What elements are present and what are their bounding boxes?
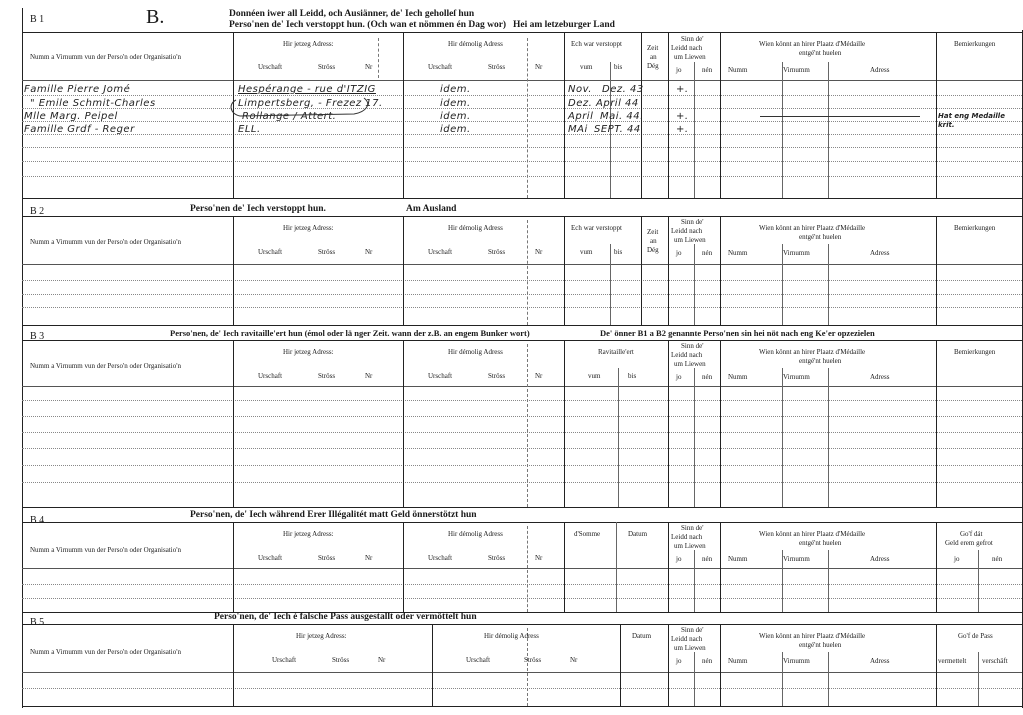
b4-gofdat-label-1: Go'f dát	[960, 530, 983, 538]
b1-virnumm-label: Virnumm	[783, 66, 810, 74]
b4-nr-label: Nr	[365, 554, 373, 562]
b3-ravitaille-label: Ravitaille'ert	[598, 348, 634, 356]
b1-adress-label: Adress	[870, 66, 890, 74]
entry-former-address: idem.	[440, 111, 471, 122]
b2-medal-label-1: Wien könnt an hirer Plaatz d'Médaille	[759, 224, 866, 232]
section-code-b1: B 1	[30, 14, 45, 25]
section-title-b4: Perso'nen, de' Iech während Erer Illégalitét matt Geld önnerstötzt hun	[190, 510, 477, 520]
b3-former-address-label: Hir démolig Adress	[448, 348, 503, 356]
b4-name-col-label: Numm a Virnumm vun der Perso'n oder Organisatio'n	[30, 546, 181, 554]
b4-former-stross-label: Ströss	[488, 554, 506, 562]
b2-former-urschaft-label: Urschaft	[428, 248, 453, 256]
b1-nr-label: Nr	[365, 63, 373, 71]
b5-medal-label-2: entgé'nt huelen	[799, 641, 842, 649]
b4-virnumm-label: Virnumm	[783, 555, 810, 563]
section-title-b2: Perso'nen de' Iech verstoppt hun.	[190, 204, 326, 214]
b2-nen-label: nén	[702, 249, 713, 257]
b3-numm-label: Numm	[728, 373, 748, 381]
b5-name-col-label: Numm a Virnumm vun der Perso'n oder Organisatio'n	[30, 648, 181, 656]
entry-name: Famille Grdf - Reger	[24, 124, 135, 135]
b4-medal-label-2: entgé'nt huelen	[799, 539, 842, 547]
b4-gofdat-label-2: Geld erem gefrot	[945, 539, 993, 547]
entry-from: Dez.	[568, 98, 593, 109]
section-code-b2: B 2	[30, 206, 45, 217]
b3-liewen-label: um Liewen	[674, 360, 706, 368]
b2-stross-label: Ströss	[318, 248, 336, 256]
b5-gofpass-label: Go'f de Pass	[958, 632, 993, 640]
b1-jo-label: jo	[676, 66, 682, 74]
b1-hid-label: Ech war verstoppt	[571, 40, 622, 48]
b2-remarks-label: Bemierkungen	[954, 224, 996, 232]
form-title-line2-extra: Hei am letzeburger Land	[513, 20, 615, 30]
b5-urschaft-label: Urschaft	[272, 656, 297, 664]
b2-current-address-label: Hir jetzeg Adress:	[283, 224, 334, 232]
b2-virnumm-label: Virnumm	[783, 249, 810, 257]
b1-current-address-label: Hir jetzeg Adress:	[283, 40, 334, 48]
b4-numm-label: Numm	[728, 555, 748, 563]
b2-former-stross-label: Ströss	[488, 248, 506, 256]
b5-verschaft-label: verschäft	[982, 657, 1008, 665]
b1-remark: Hat eng Medaille krit.	[938, 112, 1005, 129]
b5-former-urschaft-label: Urschaft	[466, 656, 491, 664]
b5-current-address-label: Hir jetzeg Adress:	[296, 632, 347, 640]
b2-liewen-label: um Liewen	[674, 236, 706, 244]
entry-former-address: idem.	[440, 124, 471, 135]
b2-nr-label: Nr	[365, 248, 373, 256]
entry-name: " Emile Schmit-Charles	[30, 98, 156, 109]
entry-current-address: Limpertsberg, - Frezez 17.	[238, 98, 383, 109]
b2-bis-label: bis	[614, 248, 623, 256]
b3-virnumm-label: Virnumm	[783, 373, 810, 381]
b5-jo-label: jo	[676, 657, 682, 665]
b3-former-urschaft-label: Urschaft	[428, 372, 453, 380]
b1-former-nr-label: Nr	[535, 63, 543, 71]
entry-current-address: Hespérange - rue d'ITZIG	[238, 84, 376, 95]
b5-stross-label: Ströss	[332, 656, 350, 664]
b4-medal-label-1: Wien könnt an hirer Plaatz d'Médaille	[759, 530, 866, 538]
b3-nen-label: nén	[702, 373, 713, 381]
b1-vum-label: vum	[580, 63, 593, 71]
entry-alive: +.	[676, 124, 689, 135]
b3-nr-label: Nr	[365, 372, 373, 380]
b2-urschaft-label: Urschaft	[258, 248, 283, 256]
b1-remarks-label: Bemierkungen	[954, 40, 996, 48]
b5-former-address-label: Hir démolig Adress	[484, 632, 539, 640]
entry-from: April	[568, 111, 594, 122]
b4-datum-label: Datum	[628, 530, 648, 538]
entry-name: Mlle Marg. Peipel	[24, 111, 118, 122]
b2-hid-label: Ech war verstoppt	[571, 224, 622, 232]
section-title-b3: Perso'nen, de' Iech ravitaille'ert hun (émol oder lä nger Zeit. wann der z.B. an engem Bunker wort)	[170, 328, 530, 338]
entry-to: SEPT. 44	[594, 124, 641, 135]
b2-adress-label: Adress	[870, 249, 890, 257]
entry-former-address: idem.	[440, 98, 471, 109]
b1-numm-label: Numm	[728, 66, 748, 74]
b2-vum-label: vum	[580, 248, 593, 256]
entry-to: Mai. 44.	[600, 111, 644, 122]
entry-to: Dez. 43	[602, 84, 644, 95]
b4-current-address-label: Hir jetzeg Adress:	[283, 530, 334, 538]
b4-former-urschaft-label: Urschaft	[428, 554, 453, 562]
b2-deg-label: Dég	[647, 246, 659, 254]
b3-jo-label: jo	[676, 373, 682, 381]
section-code-b3: B 3	[30, 331, 45, 342]
b5-leidd-label: Leidd nach	[671, 635, 703, 643]
b3-bis-label: bis	[628, 372, 637, 380]
b1-nen-label: nén	[702, 66, 713, 74]
entry-former-address: idem.	[440, 84, 471, 95]
b2-an-label: an	[650, 237, 657, 245]
b5-numm-label: Numm	[728, 657, 748, 665]
b1-an-label: an	[650, 53, 657, 61]
form-title-line1: Donnéen iwer all Leidd, och Ausiänner, de' Iech geholleſ hun	[229, 9, 475, 19]
b1-zeit-label: Zeit	[647, 44, 659, 52]
handwritten-line	[760, 116, 920, 117]
b1-former-address-label: Hir démolig Adress	[448, 40, 503, 48]
b1-former-stross-label: Ströss	[488, 63, 506, 71]
b2-sinn-label: Sinn de'	[681, 218, 704, 226]
b5-medal-label-1: Wien könnt an hirer Plaatz d'Médaille	[759, 632, 866, 640]
b2-leidd-label: Leidd nach	[671, 227, 703, 235]
b1-liewen-label: um Liewen	[674, 53, 706, 61]
b3-name-col-label: Numm a Virnumm vun der Perso'n oder Organisatio'n	[30, 362, 181, 370]
b1-medal-label-2: entgé'nt huelen	[799, 49, 842, 57]
entry-current-address: Rollange / Attert.	[242, 111, 337, 122]
b4-liewen-label: um Liewen	[674, 542, 706, 550]
b5-vermettelt-label: vermettelt	[938, 657, 967, 665]
b2-jo-label: jo	[676, 249, 682, 257]
b3-leidd-label: Leidd nach	[671, 351, 703, 359]
b3-vum-label: vum	[588, 372, 601, 380]
b1-sinn-label: Sinn de'	[681, 35, 704, 43]
section-code-b4: B 4	[30, 515, 45, 526]
b1-former-urschaft-label: Urschaft	[428, 63, 453, 71]
entry-name: Famille Pierre Jomé	[24, 84, 131, 95]
b5-nr-label: Nr	[378, 656, 386, 664]
b5-adress-label: Adress	[870, 657, 890, 665]
b2-zeit-label: Zeit	[647, 228, 659, 236]
b4-nen-label: nén	[702, 555, 713, 563]
b1-deg-label: Dég	[647, 62, 659, 70]
b3-medal-label-2: entgé'nt huelen	[799, 357, 842, 365]
b3-current-address-label: Hir jetzeg Adress:	[283, 348, 334, 356]
section-title-b5: Perso'nen, de' Iech é falsche Pass ausgestallt oder vermöttelt hun	[214, 612, 477, 622]
entry-to: April 44	[596, 98, 639, 109]
b4-somme-label: d'Somme	[574, 530, 601, 538]
b3-former-nr-label: Nr	[535, 372, 543, 380]
b4-former-nr-label: Nr	[535, 554, 543, 562]
b3-adress-label: Adress	[870, 373, 890, 381]
entry-from: MAi	[568, 124, 588, 135]
b3-stross-label: Ströss	[318, 372, 336, 380]
b5-virnumm-label: Virnumm	[783, 657, 810, 665]
b1-stross-label: Ströss	[318, 63, 336, 71]
b3-urschaft-label: Urschaft	[258, 372, 283, 380]
entry-from: Nov.	[568, 84, 592, 95]
b4-sinn-label: Sinn de'	[681, 524, 704, 532]
b4-urschaft-label: Urschaft	[258, 554, 283, 562]
b2-medal-label-2: entgé'nt huelen	[799, 233, 842, 241]
b1-urschaft-label: Urschaft	[258, 63, 283, 71]
b4-adress-label: Adress	[870, 555, 890, 563]
b2-former-nr-label: Nr	[535, 248, 543, 256]
b4-former-address-label: Hir démolig Adress	[448, 530, 503, 538]
b1-leidd-label: Leidd nach	[671, 44, 703, 52]
b4-leidd-label: Leidd nach	[671, 533, 703, 541]
section-extra-b2: Am Ausland	[406, 204, 457, 214]
section-code-b5: B 5	[30, 617, 45, 628]
handwritten-bracket-stroke	[226, 94, 376, 120]
b4-stross-label: Ströss	[318, 554, 336, 562]
b5-liewen-label: um Liewen	[674, 644, 706, 652]
b5-former-stross-label: Ströss	[524, 656, 542, 664]
section-extra-b3: De' önner B1 a B2 genannte Perso'nen sin hei nöt nach eng Ke'er opzezielen	[600, 328, 875, 338]
b5-nen-label: nén	[702, 657, 713, 665]
b2-former-address-label: Hir démolig Adress	[448, 224, 503, 232]
b5-former-nr-label: Nr	[570, 656, 578, 664]
b1-name-col-label: Numm a Virnumm vun der Perso'n oder Organisatio'n	[30, 53, 181, 61]
form-letter: B.	[146, 6, 165, 28]
b3-medal-label-1: Wien könnt an hirer Plaatz d'Médaille	[759, 348, 866, 356]
b4-jo-label: jo	[676, 555, 682, 563]
b3-sinn-label: Sinn de'	[681, 342, 704, 350]
b4-gofdat-nen-label: nén	[992, 555, 1003, 563]
entry-alive: +.	[676, 111, 689, 122]
b3-remarks-label: Bemierkungen	[954, 348, 996, 356]
b5-datum-label: Datum	[632, 632, 652, 640]
form-title-line2: Perso'nen de' Iech verstoppt hun. (Och wan et nömmen én Dag wor)	[229, 20, 507, 30]
b2-numm-label: Numm	[728, 249, 748, 257]
b2-name-col-label: Numm a Virnumm vun der Perso'n oder Organisatio'n	[30, 238, 181, 246]
b3-former-stross-label: Ströss	[488, 372, 506, 380]
entry-current-address: ELL.	[238, 124, 261, 135]
b4-gofdat-jo-label: jo	[954, 555, 960, 563]
b1-bis-label: bis	[614, 63, 623, 71]
entry-alive: +.	[676, 84, 689, 95]
b1-medal-label-1: Wien könnt an hirer Plaatz d'Médaille	[759, 40, 866, 48]
b5-sinn-label: Sinn de'	[681, 626, 704, 634]
